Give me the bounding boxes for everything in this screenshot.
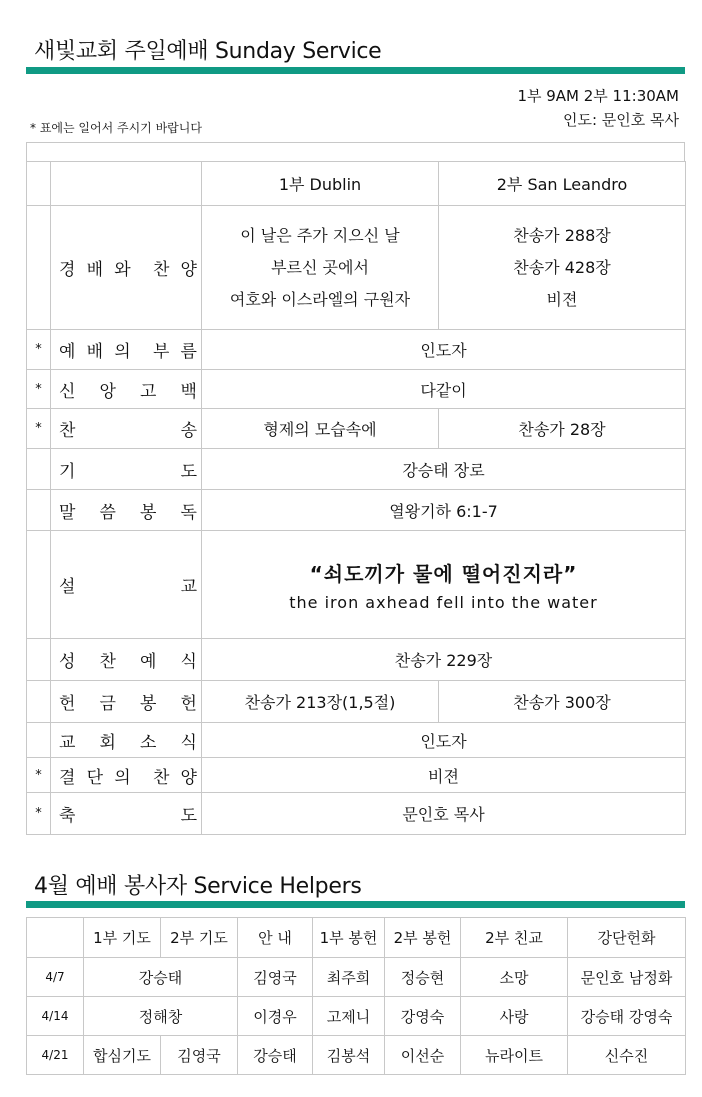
label-char: 식 — [180, 732, 197, 753]
label-char: 씀 — [99, 502, 116, 523]
label-char: 봉 — [140, 694, 157, 714]
helpers-date: 4/21 — [27, 1036, 84, 1075]
first-service-prayer: 합심기도 — [84, 1036, 161, 1075]
spacer-box — [26, 142, 685, 162]
label-char: 헌 — [59, 694, 76, 714]
order-item-label — [51, 449, 202, 490]
helpers-date: 4/7 — [27, 958, 84, 997]
standing-note: * 표에는 일어서 주시기 바랍니다 — [30, 121, 202, 135]
label-char: 배 — [86, 342, 104, 362]
standing-marker: * — [27, 330, 51, 370]
order-row — [27, 723, 686, 758]
title-divider — [26, 67, 685, 74]
order-item-value: 열왕기하 6:1-7 — [202, 490, 686, 531]
order-item-label — [51, 723, 202, 758]
label-char: 양 — [180, 767, 197, 788]
standing-marker — [27, 639, 51, 681]
sermon-title: “쇠도끼가 물에 떨어진지라” — [309, 561, 578, 586]
second-service-offering: 이선순 — [385, 1036, 461, 1075]
label-char: 교 — [59, 732, 76, 753]
label-char: 설 — [59, 577, 76, 597]
order-item-label-text — [59, 337, 197, 362]
label-char: 독 — [180, 502, 197, 523]
order-item-label-text — [59, 416, 197, 441]
label-char: 금 — [99, 694, 116, 714]
label-char: 의 — [114, 767, 131, 788]
label-char: 성 — [59, 652, 76, 672]
order-item-label — [51, 330, 202, 370]
song-line: 이 날은 주가 지으신 날 — [240, 225, 400, 245]
order-item-label-text — [59, 728, 197, 753]
helpers-column-header: 2부 친교 — [461, 918, 568, 958]
label-char: 단 — [86, 767, 104, 788]
label-char: 앙 — [99, 381, 116, 402]
first-service-value: 찬송가 213장(1,5절) — [202, 681, 439, 723]
prayer-helper: 강승태 — [84, 958, 238, 997]
order-item-label — [51, 681, 202, 723]
second-service-offering: 강영숙 — [385, 997, 461, 1036]
order-row — [27, 793, 686, 835]
order-row — [27, 758, 686, 793]
header-empty-cell — [51, 162, 202, 206]
label-char: 예 — [59, 342, 76, 362]
song-line: 부르신 곳에서 — [271, 257, 369, 277]
order-row — [27, 449, 686, 490]
label-char: 축 — [59, 806, 76, 826]
service-leader: 인도: 문인호 목사 — [562, 111, 679, 129]
standing-marker: * — [27, 758, 51, 793]
service-helpers-table — [26, 917, 686, 1075]
helpers-column-header — [27, 918, 84, 958]
order-row — [27, 490, 686, 531]
helpers-row — [27, 997, 686, 1036]
sermon-cell — [202, 531, 686, 639]
label-char: 고 — [140, 381, 157, 402]
helpers-title: 4월 예배 봉사자 Service Helpers — [34, 874, 362, 899]
order-item-label-text — [59, 647, 197, 672]
column-header-second-service: 2부 San Leandro — [439, 162, 686, 206]
helpers-date: 4/14 — [27, 997, 84, 1036]
label-char: 송 — [180, 421, 197, 441]
first-service-value: 형제의 모습속에 — [202, 409, 439, 449]
second-service-value: 찬송가 300장 — [439, 681, 686, 723]
order-row — [27, 639, 686, 681]
order-of-worship-table — [26, 161, 686, 835]
standing-marker — [27, 531, 51, 639]
sermon-subtitle: the iron axhead fell into the water — [289, 592, 598, 612]
order-item-label — [51, 206, 202, 330]
second-service-prayer: 김영국 — [161, 1036, 238, 1075]
order-item-label — [51, 793, 202, 835]
label-char: 신 — [59, 381, 76, 402]
helpers-row — [27, 958, 686, 997]
service-times: 1부 9AM 2부 11:30AM — [517, 87, 679, 105]
second-service-value: 찬송가 28장 — [439, 409, 686, 449]
fellowship: 사랑 — [461, 997, 568, 1036]
order-item-label-text — [59, 498, 197, 523]
song-line: 여호와 이스라엘의 구원자 — [229, 289, 411, 309]
label-char: 헌 — [180, 694, 197, 714]
label-char: 경 — [59, 260, 76, 280]
label-char: 백 — [180, 381, 197, 402]
order-row — [27, 531, 686, 639]
order-item-value: 비젼 — [202, 758, 686, 793]
order-item-value: 문인호 목사 — [202, 793, 686, 835]
song-line: 비젼 — [546, 289, 578, 309]
standing-marker — [27, 206, 51, 330]
standing-marker — [27, 490, 51, 531]
order-item-label-text — [59, 801, 197, 826]
order-item-value: 찬송가 229장 — [202, 639, 686, 681]
first-service-value — [202, 206, 439, 330]
order-item-label-text — [59, 255, 197, 280]
label-char: 회 — [99, 732, 116, 753]
helpers-column-header: 2부 기도 — [161, 918, 238, 958]
order-item-value: 인도자 — [202, 723, 686, 758]
standing-marker: * — [27, 409, 51, 449]
helpers-column-header: 강단헌화 — [568, 918, 686, 958]
altar-flowers: 문인호 남정화 — [568, 958, 686, 997]
order-item-value: 강승태 장로 — [202, 449, 686, 490]
order-item-label — [51, 531, 202, 639]
helpers-column-header: 2부 봉헌 — [385, 918, 461, 958]
order-row — [27, 409, 686, 449]
order-header-row — [27, 162, 686, 206]
altar-flowers: 신수진 — [568, 1036, 686, 1075]
helpers-column-header: 1부 기도 — [84, 918, 161, 958]
order-row — [27, 330, 686, 370]
label-char: 교 — [180, 577, 197, 597]
order-item-label-text — [59, 457, 197, 482]
label-char: 예 — [140, 652, 157, 672]
label-char: 결 — [59, 767, 76, 788]
label-char: 찬 — [152, 767, 170, 788]
order-item-label-text — [59, 572, 197, 597]
label-char: 찬 — [152, 260, 170, 280]
order-item-label-text — [59, 689, 197, 714]
label-char: 도 — [180, 806, 197, 826]
order-item-value: 인도자 — [202, 330, 686, 370]
helpers-column-header: 안 내 — [238, 918, 313, 958]
second-service-value — [439, 206, 686, 330]
helpers-column-header: 1부 봉헌 — [313, 918, 385, 958]
order-item-label — [51, 370, 202, 409]
label-char: 부 — [152, 342, 170, 362]
order-item-label — [51, 758, 202, 793]
first-service-offering: 최주희 — [313, 958, 385, 997]
label-char: 봉 — [140, 502, 157, 523]
label-char: 기 — [59, 461, 76, 482]
fellowship: 뉴라이트 — [461, 1036, 568, 1075]
order-row — [27, 370, 686, 409]
fellowship: 소망 — [461, 958, 568, 997]
order-item-label-text — [59, 377, 197, 402]
header-empty-cell — [27, 162, 51, 206]
order-row — [27, 206, 686, 330]
prayer-helper: 정해창 — [84, 997, 238, 1036]
order-row — [27, 681, 686, 723]
second-service-offering: 정승현 — [385, 958, 461, 997]
standing-marker — [27, 723, 51, 758]
column-header-first-service: 1부 Dublin — [202, 162, 439, 206]
order-item-label — [51, 639, 202, 681]
label-char: 도 — [180, 461, 197, 482]
helpers-header-row — [27, 918, 686, 958]
order-item-value: 다같이 — [202, 370, 686, 409]
helpers-row — [27, 1036, 686, 1075]
first-service-offering: 김봉석 — [313, 1036, 385, 1075]
label-char: 의 — [114, 342, 131, 362]
song-line: 찬송가 288장 — [513, 225, 611, 245]
standing-marker — [27, 449, 51, 490]
standing-marker: * — [27, 793, 51, 835]
page-title: 새빛교회 주일예배 Sunday Service — [34, 39, 382, 64]
altar-flowers: 강승태 강영숙 — [568, 997, 686, 1036]
usher: 김영국 — [238, 958, 313, 997]
order-item-label — [51, 409, 202, 449]
label-char: 양 — [180, 260, 197, 280]
song-line: 찬송가 428장 — [513, 257, 611, 277]
label-char: 소 — [140, 732, 157, 753]
label-char: 찬 — [99, 652, 116, 672]
label-char: 와 — [114, 260, 131, 280]
order-item-label — [51, 490, 202, 531]
label-char: 말 — [59, 502, 76, 523]
label-char: 름 — [180, 342, 197, 362]
order-item-label-text — [59, 763, 197, 788]
label-char: 찬 — [59, 421, 76, 441]
usher: 이경우 — [238, 997, 313, 1036]
standing-marker: * — [27, 370, 51, 409]
helpers-divider — [26, 901, 685, 908]
standing-marker — [27, 681, 51, 723]
usher: 강승태 — [238, 1036, 313, 1075]
label-char: 배 — [86, 260, 104, 280]
first-service-offering: 고제니 — [313, 997, 385, 1036]
label-char: 식 — [180, 652, 197, 672]
